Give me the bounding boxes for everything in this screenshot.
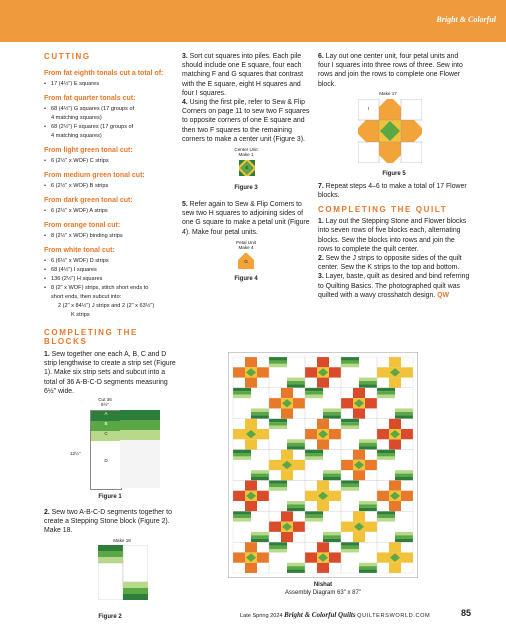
stepping-stone-strip (341, 422, 359, 425)
stepping-stone-strip (269, 360, 287, 363)
diagram-caption: Assembly Diagram 63" x 87" (285, 590, 361, 596)
stepping-stone-strip (233, 511, 251, 514)
flower-petal (401, 491, 413, 501)
flower-petal (293, 460, 305, 470)
flower-petal (269, 522, 281, 532)
stepping-stone-strip (269, 542, 287, 545)
page-number: 85 (461, 608, 472, 618)
figure-3 (182, 147, 310, 185)
cutting-item (44, 284, 176, 302)
flower-petal (353, 388, 365, 398)
stepping-stone-strip (359, 504, 377, 507)
cutting-item (44, 207, 176, 216)
stepping-stone-strip (359, 501, 377, 504)
cutting-item (44, 80, 176, 89)
stepping-stone-strip (359, 378, 377, 381)
flower-petal (293, 398, 305, 408)
stepping-stone-strip (233, 515, 251, 518)
flower-petal (365, 460, 377, 470)
flower-petal (257, 367, 269, 377)
stepping-stone-strip (287, 381, 305, 384)
stepping-stone-strip (395, 539, 413, 542)
subcut-list (44, 302, 176, 320)
figure-4-caption: Figure 4 (234, 275, 258, 282)
stepping-stone-strip (269, 419, 287, 422)
footer-site: QUILTERSWORLD.COM (357, 613, 431, 619)
cutting-item-line: • 17 (4½") E squares (51, 81, 100, 87)
cutting-list (44, 257, 176, 302)
flower-petal (245, 419, 257, 429)
strip-a: A (91, 411, 121, 421)
figure-1 (44, 396, 176, 490)
figure-2 (44, 538, 176, 600)
stepping-stone-strip (359, 563, 377, 566)
cutting-item (44, 123, 176, 141)
figure-5 (318, 89, 470, 167)
flower-petal (257, 552, 269, 562)
flower-petal (365, 522, 377, 532)
stepping-stone-strip (233, 388, 251, 391)
flower-petal (389, 480, 401, 490)
flower-petal (329, 429, 341, 439)
quilt-step-2: 2. Sew the J strips to opposite sides of the quilt center. Sew the K strips to the top and bottom. (318, 255, 462, 272)
stepping-stone-strip (233, 456, 251, 459)
stepping-stone-strip (251, 470, 269, 473)
stepping-stone-strip (395, 477, 413, 480)
stepping-stone-strip (323, 474, 341, 477)
fig2-make-label: Make 18 (113, 537, 131, 543)
stepping-stone-strip (323, 535, 341, 538)
flower-petal (269, 460, 281, 470)
stepping-stone-strip (269, 364, 287, 367)
cutting-item-line: • 68 (2½") F squares (17 groups of (51, 124, 134, 130)
stepping-stone-strip (287, 446, 305, 449)
cutting-item-line: 4 matching squares) (51, 115, 102, 121)
stepping-stone-strip (251, 412, 269, 415)
stepping-stone-strip (269, 480, 287, 483)
stepping-stone-strip (251, 408, 269, 411)
flower-petal (389, 563, 401, 573)
flower-petal (401, 429, 413, 439)
stepping-stone-strip (359, 443, 377, 446)
cutting-item-line: • 8 (2½" x WOF) binding strips (51, 233, 123, 239)
cutting-group-heading: From medium green tonal cut: (44, 172, 145, 179)
flower-petal (233, 552, 245, 562)
stepping-stone-strip (359, 439, 377, 442)
flower-petal (281, 511, 293, 521)
stepping-stone-strip (395, 408, 413, 411)
flower-petal (353, 511, 365, 521)
cutting-list (44, 232, 176, 241)
cutting-item (44, 105, 176, 123)
stepping-stone-strip (251, 415, 269, 418)
flower-petal (317, 563, 329, 573)
stepping-stone-strip (359, 446, 377, 449)
cutting-item-line: • 6 (2½" x WOF) C strips (51, 158, 109, 164)
stepping-stone-strip (395, 412, 413, 415)
flower-petal (329, 367, 341, 377)
flower-petal (377, 367, 389, 377)
stepping-stone-strip (251, 535, 269, 538)
stepping-stone-strip (341, 487, 359, 490)
stepping-stone-strip (287, 570, 305, 573)
flower-petal (353, 408, 365, 418)
flower-petal (329, 491, 341, 501)
flower-petal (245, 357, 257, 367)
flower-petal (281, 450, 293, 460)
flower-petal (389, 378, 401, 388)
stepping-stone-strip (395, 470, 413, 473)
stepping-stone-strip (359, 381, 377, 384)
flower-petal (377, 552, 389, 562)
flower-petal (317, 501, 329, 511)
stepping-stone-strip (269, 484, 287, 487)
stepping-stone-strip (341, 364, 359, 367)
flower-petal (281, 408, 293, 418)
header-title: Bright & Colorful (436, 15, 496, 24)
stepping-stone-strip (323, 415, 341, 418)
cutting-groups (44, 70, 176, 302)
flower-petal (401, 552, 413, 562)
flower-petal (233, 491, 245, 501)
stepping-stone-strip (377, 453, 395, 456)
step-4: 4. Using the first pile, refer to Sew & Flip Corners on page 11 to sew two F squares to opposite corners of one E square and then two F squares to the remaining corners to make a center unit (Figure 3). (182, 99, 310, 143)
stepping-stone-strip (359, 508, 377, 511)
stepping-stone-strip (233, 518, 251, 521)
cutting-item-line: • 136 (2½") H squares (51, 276, 103, 282)
fig4-label-2: Make 4 (238, 244, 254, 250)
flower-petal (305, 429, 317, 439)
subcut-line-1: 2 (2" x 84½") J strips and 2 (2" x 63½") (58, 303, 155, 309)
stepping-stone-strip (305, 511, 323, 514)
flower-petal (341, 398, 353, 408)
diagram-name: Nishat (313, 582, 333, 588)
cutting-item (44, 257, 176, 266)
flower-petal (317, 542, 329, 552)
flower-petal (341, 522, 353, 532)
stepping-stone-strip (269, 546, 287, 549)
completing-blocks-heading: COMPLETING THE BLOCKS (44, 328, 138, 346)
stepping-stone-strip (323, 408, 341, 411)
stepping-stone-strip (341, 357, 359, 360)
step-6: 6. Lay out one center unit, four petal units and four I squares into three rows of three. Sew into rows and join the rows to complete one Flower block. (318, 53, 463, 88)
cutting-item (44, 266, 176, 275)
cutting-item-line: • 68 (4½") G squares (17 groups of (51, 106, 135, 112)
quilt-step-1: 1. Lay out the Stepping Stone and Flower blocks into seven rows of five blocks each, alternating blocks. Sew the blocks into rows and join the rows to complete the quilt center. (318, 218, 467, 253)
cutting-item-line: 4 matching squares) (51, 133, 102, 139)
cutting-item-line: • 6 (2½" x WOF) A strips (51, 208, 108, 214)
flower-petal (317, 419, 329, 429)
stepping-stone-strip (305, 456, 323, 459)
stepping-stone-strip (323, 532, 341, 535)
stepping-stone-strip (377, 395, 395, 398)
fig1-strip-set (120, 410, 160, 488)
stepping-stone-strip (305, 395, 323, 398)
cutting-group-heading: From light green tonal cut: (44, 147, 133, 154)
stepping-stone-strip (377, 518, 395, 521)
stepping-stone-strip (287, 504, 305, 507)
quilt-step-3: 3. Layer, baste, quilt as desired and bind referring to Quilting Basics. The photographed quilt was quilted with a wavy crosshatch design. QW (318, 273, 470, 299)
cutting-group-heading: From orange tonal cut: (44, 222, 121, 229)
stepping-stone-strip (341, 480, 359, 483)
flower-petal (329, 552, 341, 562)
stepping-stone-strip (287, 439, 305, 442)
subcut-line-2: K strips (71, 312, 90, 318)
fig1-cut-label: Cut 36 (98, 397, 112, 403)
stepping-stone-strip (305, 518, 323, 521)
stepping-stone-strip (341, 484, 359, 487)
flower-petal (305, 491, 317, 501)
stepping-stone-strip (377, 388, 395, 391)
stepping-stone-strip (305, 453, 323, 456)
footer (240, 611, 430, 619)
step-5: 5. Refer again to Sew & Flip Corners to sew two H squares to adjoining sides of one G square to make a petal unit (Figure 4). Make four petal units. (182, 201, 310, 236)
strip-b: B (91, 421, 121, 431)
flower-petal (317, 378, 329, 388)
fig1-segment (90, 410, 122, 490)
figure-4 (182, 240, 310, 276)
flower-petal (305, 552, 317, 562)
cutting-group-heading: From fat quarter tonals cut: (44, 95, 136, 102)
cutting-list (44, 105, 176, 141)
footer-issue: Late Spring 2024 (240, 613, 283, 619)
flower-petal (317, 357, 329, 367)
flower-petal (353, 450, 365, 460)
cutting-item-line: • 8 (2" x WOF) strips, stitch short ends to (51, 285, 149, 291)
completing-quilt-heading: COMPLETING THE QUILT (318, 205, 448, 215)
stepping-stone-strip (305, 391, 323, 394)
stepping-stone-strip (395, 532, 413, 535)
flower-petal (317, 480, 329, 490)
stepping-stone-strip (341, 542, 359, 545)
stepping-stone-strip (251, 474, 269, 477)
stepping-stone-strip (395, 474, 413, 477)
stepping-stone-strip (233, 453, 251, 456)
cutting-item (44, 275, 176, 284)
stepping-stone-strip (377, 391, 395, 394)
cutting-item-line: • 68 (4½") I squares (51, 267, 97, 273)
flower-petal (257, 491, 269, 501)
flower-petal (389, 439, 401, 449)
fig4-letter: G (244, 258, 248, 264)
stepping-stone-strip (359, 566, 377, 569)
flower-petal (305, 367, 317, 377)
flower-petal (233, 429, 245, 439)
stepping-stone-strip (341, 419, 359, 422)
stepping-stone-strip (233, 450, 251, 453)
stepping-stone-strip (395, 535, 413, 538)
cutting-item (44, 182, 176, 191)
cutting-item (44, 232, 176, 241)
flower-petal (293, 522, 305, 532)
cutting-list (44, 207, 176, 216)
stepping-stone-strip (323, 539, 341, 542)
flower-petal (281, 470, 293, 480)
flower-petal (245, 563, 257, 573)
stepping-stone-strip (341, 549, 359, 552)
stepping-stone-strip (287, 563, 305, 566)
flower-petal (245, 480, 257, 490)
cutting-item-line: • 6 (2½" x WOF) B strips (51, 183, 109, 189)
flower-petal (245, 501, 257, 511)
assembly-diagram (228, 352, 418, 578)
flower-petal (317, 439, 329, 449)
stepping-stone-strip (377, 515, 395, 518)
flower-petal (233, 367, 245, 377)
cutting-item-line: • 6 (6½" x WOF) D strips (51, 258, 109, 264)
fig3-label-2: Make 1 (238, 152, 254, 158)
stepping-stone-strip (287, 443, 305, 446)
qw-end-mark: QW (437, 291, 449, 299)
flower-petal (389, 419, 401, 429)
cutting-list (44, 157, 176, 166)
flower-petal (389, 542, 401, 552)
cutting-list (44, 182, 176, 191)
flower-petal (389, 501, 401, 511)
fig1-size-label: 6½" (100, 402, 110, 408)
flower-petal (401, 367, 413, 377)
stepping-stone-strip (269, 549, 287, 552)
flower-petal (245, 378, 257, 388)
stepping-stone-strip (305, 450, 323, 453)
flower-petal (281, 388, 293, 398)
stepping-stone-strip (323, 412, 341, 415)
stepping-stone-strip (233, 395, 251, 398)
stepping-stone-strip (251, 539, 269, 542)
stepping-stone-strip (377, 511, 395, 514)
stepping-stone-strip (341, 360, 359, 363)
stepping-stone-strip (287, 378, 305, 381)
fig4-label-1: Petal Unit (236, 239, 256, 245)
cutting-item-line: short ends, then subcut into: (51, 294, 122, 300)
stepping-stone-block (98, 545, 148, 600)
flower-petal (341, 460, 353, 470)
cutting-group-heading: From white tonal cut: (44, 247, 115, 254)
stepping-stone-strip (377, 450, 395, 453)
stepping-stone-strip (287, 508, 305, 511)
flower-petal (365, 398, 377, 408)
figure-5-caption: Figure 5 (382, 170, 406, 177)
cutting-item (44, 157, 176, 166)
header-bar (0, 0, 506, 42)
stepping-stone-strip (395, 415, 413, 418)
fig1-side-label: 12½" (70, 451, 81, 457)
strip-d: D (91, 441, 121, 489)
stepping-stone-strip (305, 388, 323, 391)
cutting-heading: CUTTING (44, 52, 91, 61)
flower-petal (353, 532, 365, 542)
cutting-group-heading: From dark green tonal cut: (44, 197, 133, 204)
stepping-stone-strip (323, 477, 341, 480)
flower-petal (377, 429, 389, 439)
step-1: 1. Sew together one each A, B, C and D strip lengthwise to create a strip set (Figure 1). Make six strip sets and subcut into a total of 36 A-B-C-D segments measuring 6½" wide. (44, 351, 176, 395)
flower-petal (245, 542, 257, 552)
stepping-stone-strip (341, 426, 359, 429)
fig5-letter: I (367, 105, 370, 111)
step-3: 3. Sort cut squares into piles. Each pile should include one E square, four each matching F and G squares that contrast with the E square, eight H squares and four I squares. (182, 53, 304, 97)
figure-3-caption: Figure 3 (234, 185, 258, 192)
stepping-stone-strip (269, 487, 287, 490)
stepping-stone-strip (269, 426, 287, 429)
column-1 (44, 52, 176, 620)
stepping-stone-strip (251, 532, 269, 535)
step-2: 2. Sew two A-B-C-D segments together to create a Stepping Stone block (Figure 2). Make 18. (44, 509, 172, 535)
footer-magazine: Bright & Colorful Quilts (284, 611, 356, 619)
fig5-make-label: Make 17 (379, 90, 397, 96)
stepping-stone-strip (251, 477, 269, 480)
column-2 (182, 52, 310, 282)
flower-petal (389, 357, 401, 367)
fig3-label-1: Center Unit (234, 147, 258, 153)
stepping-stone-strip (377, 456, 395, 459)
cutting-list (44, 80, 176, 89)
stepping-stone-strip (233, 391, 251, 394)
figure-1-caption: Figure 1 (98, 494, 122, 501)
figure-2-caption: Figure 2 (98, 613, 122, 620)
strip-c: C (91, 431, 121, 441)
flower-petal (269, 398, 281, 408)
stepping-stone-strip (359, 570, 377, 573)
flower-petal (245, 439, 257, 449)
stepping-stone-strip (359, 384, 377, 387)
stepping-stone-strip (269, 422, 287, 425)
stepping-stone-strip (305, 515, 323, 518)
column-3 (318, 52, 470, 300)
stepping-stone-strip (341, 546, 359, 549)
stepping-stone-strip (269, 357, 287, 360)
stepping-stone-strip (287, 384, 305, 387)
stepping-stone-strip (287, 501, 305, 504)
stepping-stone-strip (287, 566, 305, 569)
flower-petal (377, 491, 389, 501)
flower-petal (257, 429, 269, 439)
cutting-group-heading: From fat eighth tonals cut a total of: (44, 70, 164, 77)
fig3-letter: E (245, 165, 249, 171)
step-7: 7. Repeat steps 4–6 to make a total of 17 Flower blocks. (318, 182, 467, 200)
flower-petal (281, 532, 293, 542)
flower-petal (353, 470, 365, 480)
stepping-stone-strip (323, 470, 341, 473)
